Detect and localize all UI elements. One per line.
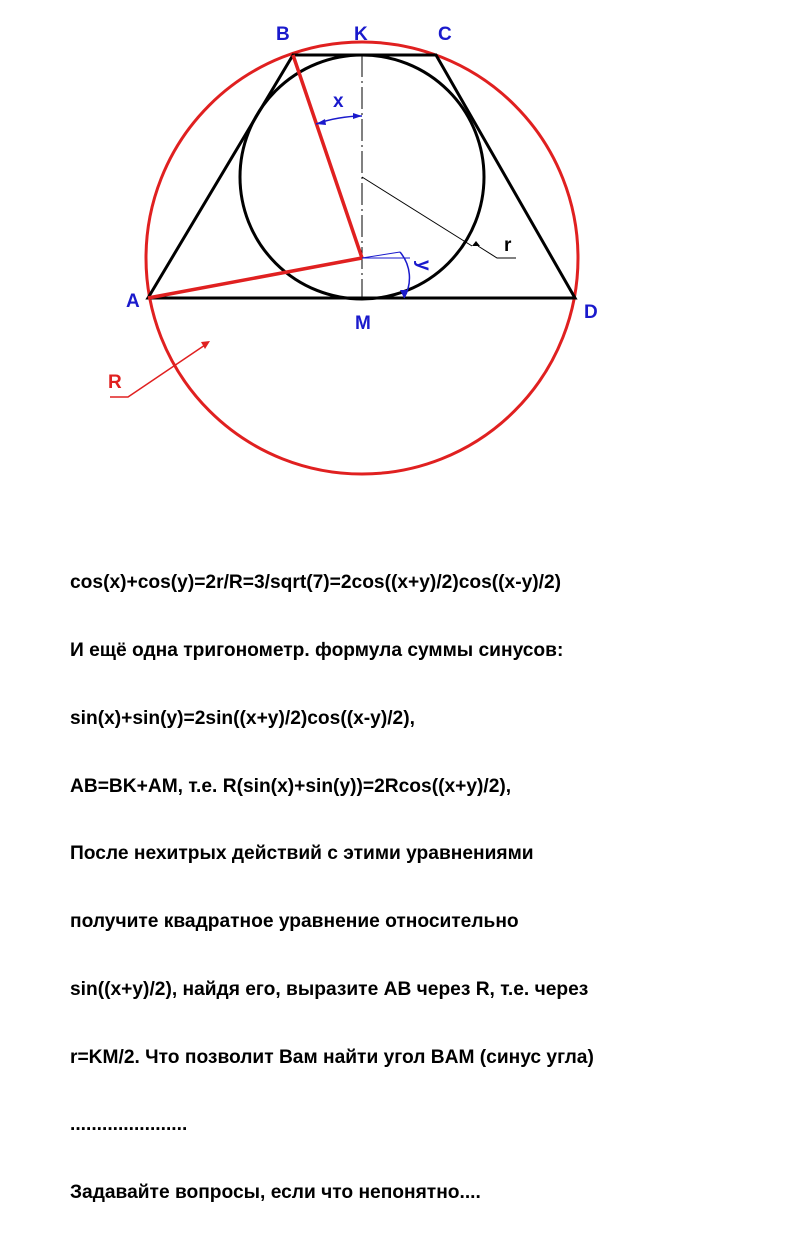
label-radius-r: r — [504, 235, 512, 256]
label-angle-y: y — [413, 260, 434, 271]
text-line-9: ...................... — [70, 1114, 188, 1136]
solution-text — [70, 527, 790, 1250]
text-line-5: После нехитрых действий с этими уравнениями — [70, 843, 534, 865]
label-radius-R: R — [108, 372, 122, 393]
label-point-b: B — [276, 24, 290, 45]
text-line-8: r=KM/2. Что позволит Вам найти угол BAM (синус угла) — [70, 1046, 594, 1068]
label-point-c: C — [438, 24, 452, 45]
angle-y-helper-line — [362, 252, 400, 258]
text-line-4: AB=BK+AM, т.е. R(sin(x)+sin(y))=2Rcos((x+y)/2), — [70, 775, 512, 797]
angle-x-arrow-right — [353, 113, 362, 119]
text-line-2: И ещё одна тригонометр. формула суммы синусов: — [70, 639, 564, 661]
text-line-6: получите квадратное уравнение относительно — [70, 911, 519, 933]
radius-oa — [148, 258, 362, 298]
label-point-a: A — [126, 291, 140, 312]
text-line-10: Задавайте вопросы, если что непонятно.... — [70, 1182, 481, 1204]
radius-ob — [293, 55, 362, 258]
label-point-k: K — [354, 24, 368, 45]
text-line-7: sin((x+y)/2), найдя его, выразите AB через R, т.е. через — [70, 978, 589, 1000]
text-line-1: cos(x)+cos(y)=2r/R=3/sqrt(7)=2cos((x+y)/2)cos((x-y)/2) — [70, 572, 562, 594]
r-leader-arrow — [472, 241, 480, 246]
r-leader-inner — [362, 177, 472, 246]
label-angle-x: x — [333, 91, 344, 112]
label-point-d: D — [584, 302, 598, 323]
R-leader-arrow — [201, 341, 210, 349]
geometry-figure — [0, 0, 798, 520]
label-point-m: M — [355, 313, 371, 334]
text-line-3: sin(x)+sin(y)=2sin((x+y)/2)cos((x-y)/2), — [70, 707, 415, 729]
